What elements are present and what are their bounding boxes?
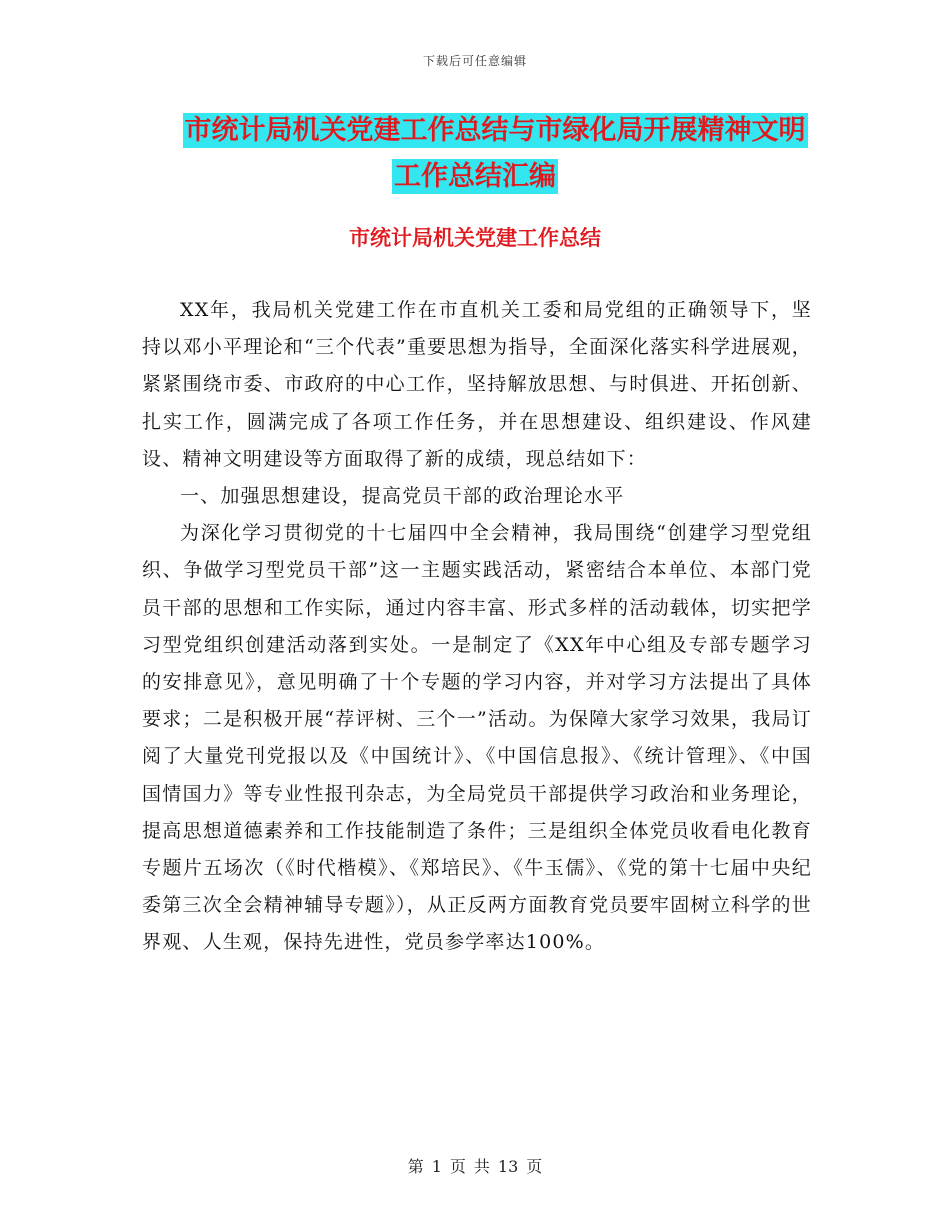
section-title: 市统计局机关党建工作总结 [349, 226, 601, 250]
title-line-1: 市统计局机关党建工作总结与市绿化局开展精神文明 [184, 115, 806, 146]
body-text [142, 292, 812, 962]
page-number: 1 [431, 1157, 442, 1176]
page-footer [0, 1154, 950, 1177]
footer-page-word: 页 [449, 1157, 466, 1176]
document-title [0, 108, 950, 200]
page-total: 13 [497, 1157, 519, 1176]
footer-total-word: 共 [473, 1157, 490, 1176]
header-note: 下载后可任意编辑 [422, 54, 527, 68]
paragraph-heading: 一、加强思想建设，提高党员干部的政治理论水平 [180, 485, 625, 508]
paragraph: XX年，我局机关党建工作在市直机关工委和局党组的正确领导下，坚持以邓小平理论和“三个代表”重要思想为指导，全面深化落实科学进展观，紧紧围绕市委、市政府的中心工作，坚持解放思想、与时俱进、开拓创新、扎实工作，圆满完成了各项工作任务，并在思想建设、组织建设、作风建设、精神文明建设等方面取得了新的成绩，现总结如下： [142, 299, 812, 470]
footer-suffix: 页 [526, 1157, 543, 1176]
paragraph: 为深化学习贯彻党的十七届四中全会精神，我局围绕“创建学习型党组织、争做学习型党员干部”这一主题实践活动，紧密结合本单位、本部门党员干部的思想和工作实际，通过内容丰富、形式多样的活动载体，切实把学习型党组织创建活动落到实处。一是制定了《XX年中心组及专部专题学习的安排意见》，意见明确了十个专题的学习内容，并对学习方法提出了具体要求；二是积极开展“荐评树、三个一”活动。为保障大家学习效果，我局订阅了大量党刊党报以及《中国统计》、《中国信息报》、《统计管理》、《中国国情国力》等专业性报刊杂志，为全局党员干部提供学习政治和业务理论，提高思想道德素养和工作技能制造了条件；三是组织全体党员收看电化教育专题片五场次（《时代楷模》、《郑培民》、《牛玉儒》、《党的第十七届中央纪委第三次全会精神辅导专题》），从正反两方面教育党员要牢固树立科学的世界观、人生观，保持先进性，党员参学率达100%。 [142, 522, 812, 954]
footer-prefix: 第 [407, 1157, 424, 1176]
title-line-2: 工作总结汇编 [394, 161, 556, 192]
